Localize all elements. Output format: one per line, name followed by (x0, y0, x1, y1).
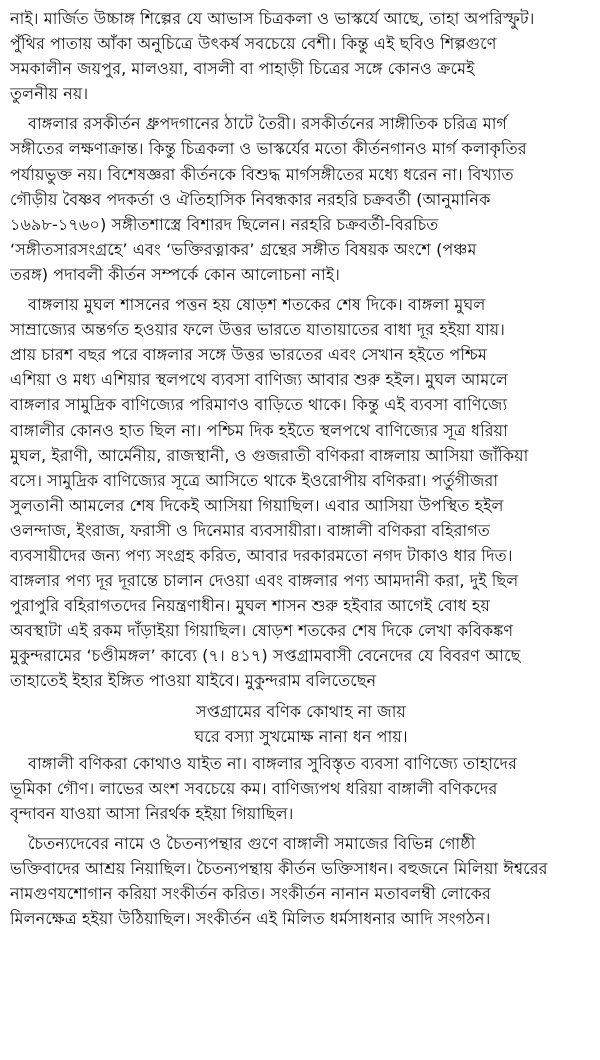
paragraph-1 (10, 6, 592, 106)
text-line: ওলন্দাজ, ইংরাজ, ফরাসী ও দিনেমার ব্যবসায়ীরা। বাঙ্গালী বণিকরা বহিরাগত (10, 520, 490, 540)
text-line: ১৬৯৮-১৭৬০) সঙ্গীতশাস্ত্রে বিশারদ ছিলেন। নরহরি চক্রবর্তী-বিরচিত (10, 214, 439, 234)
paragraph-3 (10, 292, 592, 694)
text-line: ভূমিকা গৌণ। লাভের অংশ সবচেয়ে কম। বাণিজ্যপথ ধরিয়া বাঙ্গালী বণিকদের (10, 778, 498, 798)
text-line: বৃন্দাবন যাওয়া আসা নিরর্থক হইয়া গিয়াছিল। (10, 803, 294, 823)
text-line: বাঙ্গালী বণিকরা কোথাও যাইত না। বাঙ্গলার সুবিস্তৃত ব্যবসা বাণিজ্যে তাহাদের (28, 753, 517, 773)
text-line: বসে। সামুদ্রিক বাণিজ্যের সূত্রে আসিতে থাকে ইওরোপীয় বণিকরা। পর্তুগীজরা (10, 470, 499, 490)
verse-line: সপ্তগ্রামের বণিক কোথাহ না জায় (196, 701, 406, 721)
text-line: ‘সঙ্গীতসারসংগ্রহে’ এবং ‘ভক্তিরত্নাকর’ গ্রন্থের সঙ্গীত বিষয়ক অংশে (পঞ্চম (10, 239, 477, 259)
text-line: তরঙ্গ) পদাবলী কীর্তন সম্পর্কে কোন আলোচনা নাই। (10, 264, 340, 284)
paragraph-5 (10, 831, 592, 931)
text-line: সঙ্গীতের লক্ষণাক্রান্ত। কিন্তু চিত্রকলা ও ভাস্কর্যের মতো কীর্তনগানও মার্গ কলাকৃতির (10, 139, 527, 159)
text-line: নামগুণযশোগান করিয়া সংকীর্তন করিত। সংকীর্তন নানান মতাবলম্বী লোকের (10, 884, 491, 904)
text-line: পুরাপুরি বহিরাগতদের নিয়ন্ত্রণাধীন। মুঘল শাসন শুরু হইবার আগেই বোধ হয় (10, 596, 490, 616)
text-line: বাঙ্গলার পণ্য দূর দূরান্তে চালান দেওয়া এবং বাঙ্গলার পণ্য আমদানী করা, দুই ছিল (10, 571, 519, 591)
text-line: তুলনীয় নয়। (10, 84, 89, 104)
verse-quote (10, 699, 592, 749)
text-line: মুকুন্দরামের ‘চণ্ডীমঙ্গল’ কাব্যে (৭। ৪১৭) সপ্তগ্রামবাসী বেনেদের যে বিবরণ আছে (10, 646, 521, 666)
text-line: সমকালীন জয়পুর, মালওয়া, বাসলী বা পাহাড়ী চিত্রের সঙ্গে কোনও ক্রমেই (10, 59, 475, 79)
text-line: বাঙ্গলায় মুঘল শাসনের পত্তন হয় ষোড়শ শতকের শেষ দিকে। বাঙ্গলা মুঘল (28, 295, 486, 315)
text-line: বাঙ্গলার রসকীর্তন ধ্রুপদগানের ঠাটে তৈরী। রসকীর্তনের সাঙ্গীতিক চরিত্র মার্গ (28, 114, 508, 134)
text-line: সাম্রাজ্যের অন্তর্গত হওয়ার ফলে উত্তর ভারতে যাতায়াতের বাধা দূর হইয়া যায়। (10, 320, 505, 340)
text-line: বাঙ্গলার সামুদ্রিক বাণিজ্যের পরিমাণও বাড়িতে থাকে। কিন্তু এই ব্যবসা বাণিজ্যে (10, 395, 508, 415)
text-line: সুলতানী আমলের শেষ দিকেই আসিয়া গিয়াছিল। এবার আসিয়া উপস্থিত হইল (10, 495, 504, 515)
text-line: প্রায় চারশ বছর পরে বাঙ্গলার সঙ্গে উত্তর ভারতের এবং সেখান হইতে পশ্চিম (10, 345, 487, 365)
text-line: এশিয়া ও মধ্য এশিয়ার স্থলপথে ব্যবসা বাণিজ্য আবার শুরু হইল। মুঘল আমলে (10, 370, 508, 390)
text-line: মুঘল, ইরাণী, আর্মেনীয়, রাজস্থানী, ও গুজরাতী বণিকরা বাঙ্গলায় আসিয়া জাঁকিয়া (10, 445, 529, 465)
text-line: পুঁথির পাতায় আঁকা অনুচিত্রে উৎকর্ষ সবচেয়ে বেশী। কিন্তু এই ছবিও শিল্পগুণে (10, 34, 497, 54)
text-line: নাই। মার্জিত উচ্চাঙ্গ শিল্পের যে আভাস চিত্রকলা ও ভাস্কর্যে আছে, তাহা অপরিস্ফুট। (10, 9, 535, 28)
text-line: ব্যবসায়ীদের জন্য পণ্য সংগ্রহ করিত, আবার দরকারমতো নগদ টাকাও ধার দিত। (10, 545, 513, 565)
text-line: মিলনক্ষেত্র হইয়া উঠিয়াছিল। সংকীর্তন এই মিলিত ধর্মসাধনার আদি সংগঠন। (10, 909, 491, 929)
text-line: চৈতন্যদেবের নামে ও চৈতন্যপন্থার গুণে বাঙ্গালী সমাজের বিভিন্ন গোষ্ঠী (28, 834, 476, 853)
text-line: পর্যায়ভুক্ত নয়। বিশেষজ্ঞরা কীর্তনকে বিশুদ্ধ মার্গসঙ্গীতের মধ্যে ধরেন না। বিখ্যাত (10, 164, 514, 184)
text-line: বাঙ্গালীর কোনও হাত ছিল না। পশ্চিম দিক হইতে স্থলপথে বাণিজ্যের সূত্র ধরিয়া (10, 420, 508, 440)
paragraph-4 (10, 751, 592, 826)
text-line: ভক্তিবাদের আশ্রয় নিয়াছিল। চৈতন্যপন্থায় কীর্তন ভক্তিসাধন। বহুজনে মিলিয়া ঈশ্বরের (10, 859, 548, 879)
text-line: অবস্থাটা এই রকম দাঁড়াইয়া গিয়াছিল। ষোড়শ শতকের শেষ দিকে লেখা কবিকঙ্কণ (10, 621, 514, 641)
paragraph-2 (10, 111, 592, 287)
verse-line: ঘরে বস্যা সুখমোক্ষ নানা ধন পায়। (194, 726, 408, 746)
text-line: তাহাতেই ইহার ইঙ্গিত পাওয়া যাইবে। মুকুন্দরাম বলিতেছেন (10, 671, 377, 691)
text-line: গৌড়ীয় বৈষ্ণব পদকর্তা ও ঐতিহাসিক নিবন্ধকার নরহরি চক্রবর্তী (আনুমানিক (10, 189, 491, 209)
